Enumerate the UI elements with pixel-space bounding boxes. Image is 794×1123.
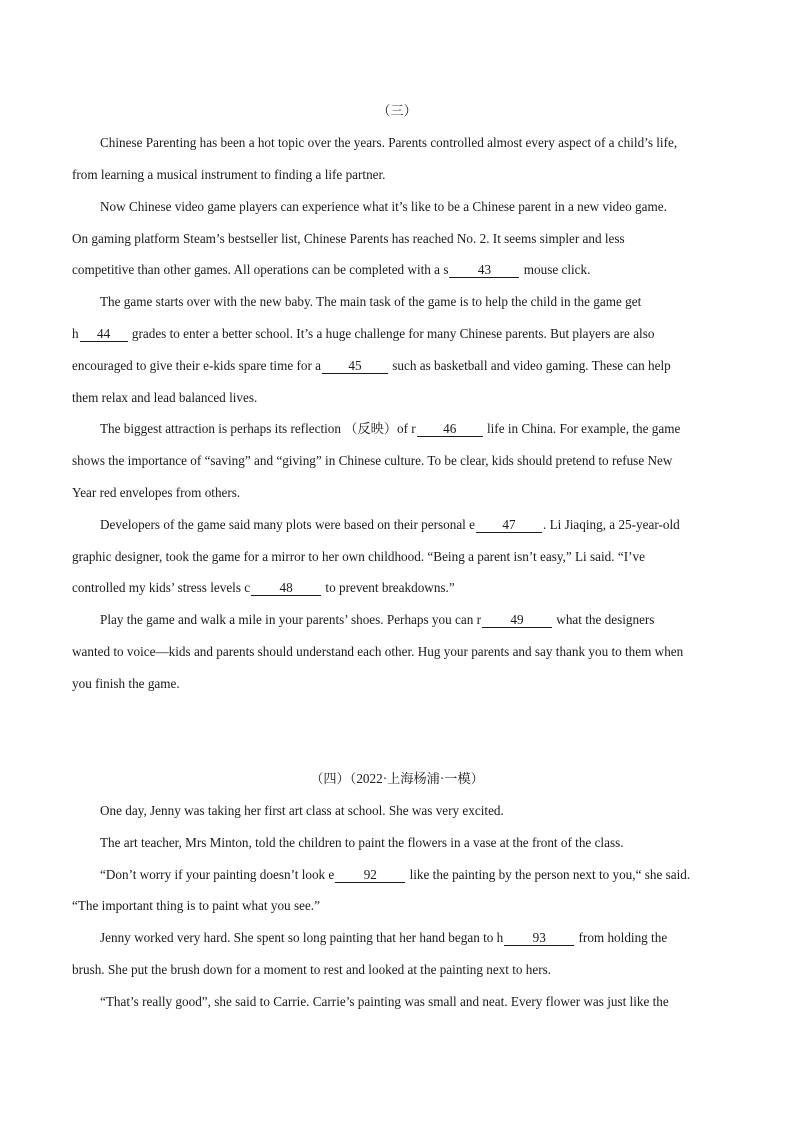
paragraph-line: brush. She put the brush down for a moment to rest and looked at the painting next to hers. xyxy=(72,962,552,977)
paragraph-line: Now Chinese video game players can experience what it’s like to be a Chinese parent in a new video game. xyxy=(100,199,667,214)
line-text: life in China. For example, the game xyxy=(483,421,681,436)
paragraph-line: wanted to voice—kids and parents should understand each other. Hug your parents and say thank you to them when xyxy=(72,644,684,659)
line-text: Developers of the game said many plots were based on their personal e xyxy=(100,517,475,532)
line-text: The biggest attraction is perhaps its reflection （反映）of r xyxy=(100,421,416,436)
line-text: competitive than other games. All operations can be completed with a s xyxy=(72,262,449,277)
blank-49[interactable]: 49 xyxy=(482,612,552,628)
line-text: from holding the xyxy=(575,930,668,945)
paragraph-line: Year red envelopes from others. xyxy=(72,485,241,500)
line-text: what the designers xyxy=(553,612,655,627)
blank-45[interactable]: 45 xyxy=(322,358,388,374)
paragraph-line xyxy=(100,610,724,630)
paragraph-line xyxy=(100,515,724,535)
paragraph-line: “The important thing is to paint what you see.” xyxy=(72,898,320,913)
paragraph-line xyxy=(72,356,724,376)
blank-93[interactable]: 93 xyxy=(504,930,574,946)
line-text: such as basketball and video gaming. These can help xyxy=(389,358,671,373)
paragraph-line: graphic designer, took the game for a mirror to her own childhood. “Being a parent isn’t easy,” Li said. “I’ve xyxy=(72,549,645,564)
paragraph-line: On gaming platform Steam’s bestseller list, Chinese Parents has reached No. 2. It seems simpler and less xyxy=(72,231,625,246)
paragraph-line: The art teacher, Mrs Minton, told the children to paint the flowers in a vase at the front of the class. xyxy=(100,835,624,850)
paragraph-line: shows the importance of “saving” and “giving” in Chinese culture. To be clear, kids should pretend to refuse New xyxy=(72,453,673,468)
paragraph-line: “That’s really good”, she said to Carrie. Carrie’s painting was small and neat. Every flower was just like the xyxy=(100,994,669,1009)
line-text: like the painting by the person next to you,“ she said. xyxy=(406,867,691,882)
paragraph-line: from learning a musical instrument to finding a life partner. xyxy=(72,167,386,182)
line-text: mouse click. xyxy=(520,262,591,277)
paragraph-line: them relax and lead balanced lives. xyxy=(72,390,258,405)
line-text: Jenny worked very hard. She spent so long painting that her hand began to h xyxy=(100,930,504,945)
line-text: controlled my kids’ stress levels c xyxy=(72,580,251,595)
line-text: . Li Jiaqing, a 25-year-old xyxy=(543,517,680,532)
section-3-title: （三） xyxy=(377,103,417,118)
paragraph-line xyxy=(100,865,724,885)
paragraph-line xyxy=(72,578,724,598)
blank-92[interactable]: 92 xyxy=(335,867,405,883)
line-text: “Don’t worry if your painting doesn’t look e xyxy=(100,867,335,882)
paragraph-line xyxy=(72,260,724,280)
paragraph-line: One day, Jenny was taking her first art class at school. She was very excited. xyxy=(100,803,504,818)
line-text: h xyxy=(72,326,79,341)
paragraph-line xyxy=(100,928,724,948)
blank-46[interactable]: 46 xyxy=(417,421,483,437)
paragraph-line: Chinese Parenting has been a hot topic over the years. Parents controlled almost every aspect of a child’s life, xyxy=(100,135,678,150)
blank-43[interactable]: 43 xyxy=(449,262,519,278)
line-text: to prevent breakdowns.” xyxy=(322,580,455,595)
line-text: grades to enter a better school. It’s a huge challenge for many Chinese parents. But players are also xyxy=(128,326,655,341)
blank-47[interactable]: 47 xyxy=(476,517,542,533)
paragraph-line: The game starts over with the new baby. The main task of the game is to help the child in the game get xyxy=(100,294,642,309)
paragraph-line xyxy=(100,419,724,439)
section-4-title: （四）（2022·上海杨浦·一模） xyxy=(310,771,484,786)
blank-44[interactable]: 44 xyxy=(80,326,128,342)
paragraph-line: you finish the game. xyxy=(72,676,180,691)
blank-48[interactable]: 48 xyxy=(251,580,321,596)
paragraph-line xyxy=(72,324,724,344)
line-text: encouraged to give their e-kids spare time for a xyxy=(72,358,321,373)
line-text: Play the game and walk a mile in your parents’ shoes. Perhaps you can r xyxy=(100,612,481,627)
